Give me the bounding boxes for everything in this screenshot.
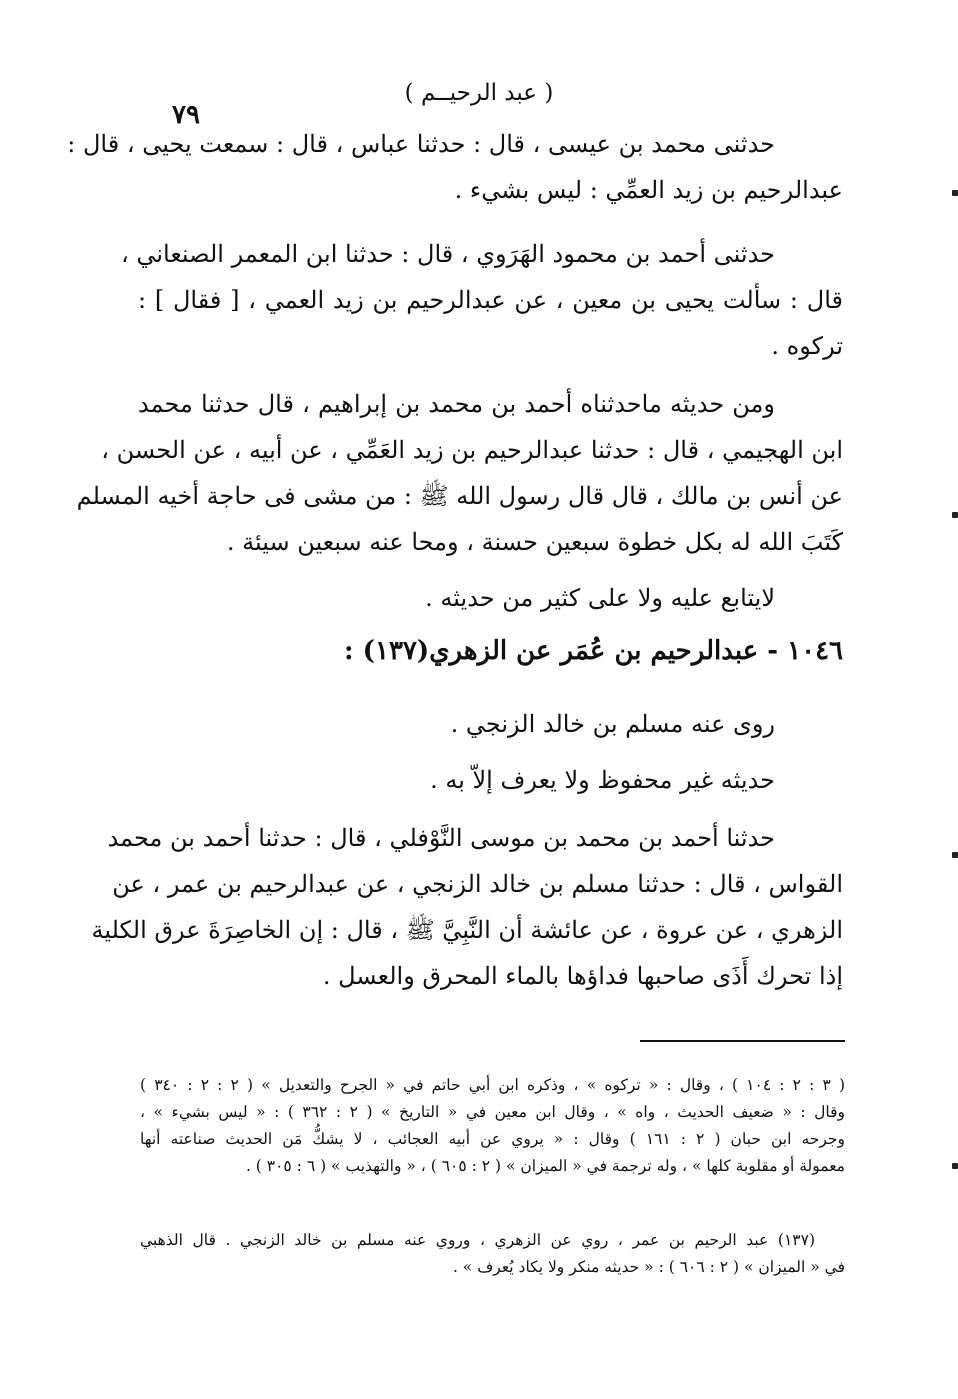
footnote-line: وجرحه ابن حبان ( ٢ : ١٦١ ) وقال : « يروي عن أبيه العجائب ، لا يشكُّ مَن الحديث صناعته أنها bbox=[140, 1130, 845, 1148]
text-line: الزهري ، عن عروة ، عن عائشة أن النَّبِيَّ ﷺ ، قال : إن الخاصِرَةَ عرق الكلية bbox=[91, 916, 843, 944]
footnote-line: (١٣٧) عبد الرحيم بن عمر ، روي عن الزهري ، وروي عنه مسلم بن خالد الزنجي . قال الذهبي bbox=[140, 1231, 815, 1249]
footnote-line: وقال : « ضعيف الحديث ، واه » ، وقال ابن معين في « التاريخ » ( ٢ : ٣٦٢ ) : « ليس بشيء » ، bbox=[140, 1103, 845, 1121]
text-line: لايتابع عليه ولا على كثير من حديثه . bbox=[425, 584, 775, 612]
page-number: ٧٩ bbox=[172, 100, 200, 130]
text-line: ابن الهجيمي ، قال : حدثنا عبدالرحيم بن زيد العَمِّي ، عن أبيه ، عن الحسن ، bbox=[101, 436, 843, 464]
footnote-line: في « الميزان » ( ٢ : ٦٠٦ ) : « حديثه منكر ولا يكاد يُعرف » . bbox=[452, 1258, 845, 1276]
entry-paragraph-1 bbox=[138, 701, 843, 747]
text-line: كَتَبَ الله له بكل خطوة سبعين حسنة ، ومحا عنه سبعين سيئة . bbox=[226, 528, 843, 556]
scan-mark bbox=[952, 1163, 958, 1169]
text-line: حدثنى محمد بن عيسى ، قال : حدثنا عباس ، قال : سمعت يحيى ، قال : bbox=[67, 130, 775, 158]
text-line: عبدالرحيم بن زيد العمِّي : ليس بشيء . bbox=[454, 176, 843, 204]
paragraph-2 bbox=[120, 231, 843, 369]
footnote-continued bbox=[140, 1072, 845, 1180]
text-line: حدثنى أحمد بن محمود الهَرَوي ، قال : حدثنا ابن المعمر الصنعاني ، bbox=[120, 240, 775, 268]
scan-mark bbox=[952, 190, 958, 196]
text-line: حديثه غير محفوظ ولا يعرف إلاّ به . bbox=[430, 766, 775, 794]
paragraph-3 bbox=[76, 381, 843, 565]
entry-heading: ١٠٤٦ - عبدالرحيم بن عُمَر عن الزهري(١٣٧) : bbox=[344, 636, 843, 666]
paragraph-4 bbox=[138, 575, 843, 621]
text-line: عن أنس بن مالك ، قال قال رسول الله ﷺ : من مشى فى حاجة أخيه المسلم bbox=[76, 482, 843, 510]
entry-paragraph-2 bbox=[138, 757, 843, 803]
scan-mark bbox=[952, 852, 958, 858]
paragraph-1 bbox=[67, 121, 843, 213]
text-line: روى عنه مسلم بن خالد الزنجي . bbox=[450, 710, 775, 738]
footnote-137 bbox=[140, 1227, 845, 1281]
text-line: القواس ، قال : حدثنا مسلم بن خالد الزنجي ، عن عبدالرحيم بن عمر ، عن bbox=[112, 870, 843, 898]
footnote-line: معمولة أو مقلوبة كلها » ، وله ترجمة في « الميزان » ( ٢ : ٦٠٥ ) ، « والتهذيب » ( ٦ : ٣٠٥ ) . bbox=[245, 1157, 845, 1175]
text-line: قال : سألت يحيى بن معين ، عن عبدالرحيم بن زيد العمي ، [ فقال ] : bbox=[138, 286, 843, 314]
text-line: حدثنا أحمد بن محمد بن موسى النَّوْفلي ، قال : حدثنا أحمد بن محمد bbox=[107, 824, 775, 852]
entry-paragraph-3 bbox=[91, 815, 843, 999]
footnote-separator bbox=[640, 1040, 845, 1042]
scan-mark bbox=[952, 512, 958, 518]
text-line: ومن حديثه ماحدثناه أحمد بن محمد بن إبراهيم ، قال حدثنا محمد bbox=[138, 390, 775, 418]
running-header: ( عبد الرحيــم ) bbox=[404, 80, 554, 106]
text-line: تركوه . bbox=[771, 332, 843, 360]
text-line: إذا تحرك أَذَى صاحبها فداؤها بالماء المحرق والعسل . bbox=[322, 962, 843, 990]
footnote-line: ( ٣ : ٢ : ١٠٤ ) ، وقال : « تركوه » ، وذكره ابن أبي حاتم في « الجرح والتعديل » ( ٢ : ٢ : ٣٤٠ ) bbox=[140, 1076, 846, 1094]
